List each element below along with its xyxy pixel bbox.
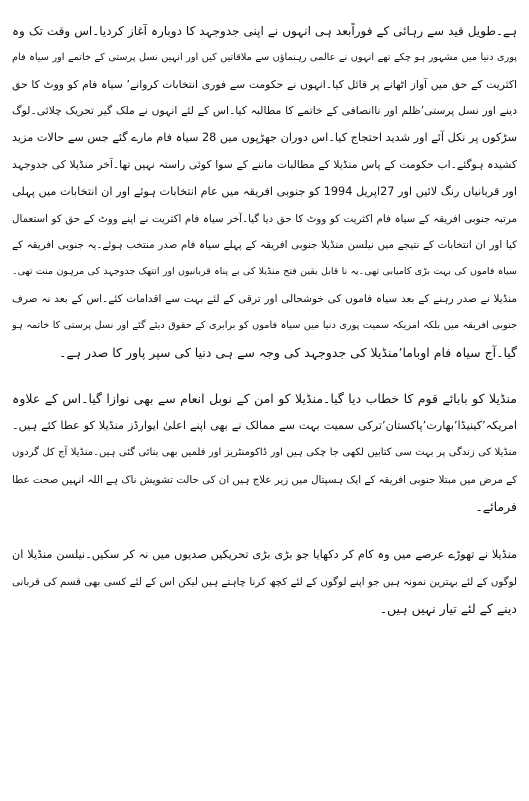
text-line: گیا۔آج سیاہ فام اوباما٬منڈیلا کی جدوجہد کی وجہ سے ہی دنیا کی سپر پاور کا صدر ہے۔ [59, 344, 517, 360]
paragraph-conclusion [12, 542, 517, 622]
text-line: مرتبہ جنوبی افریقہ کے سیاہ فام اکثریت کو ووٹ کا حق دیا گیا۔آخر سیاہ فام اکثریت نے اپنے ووٹ کے حق کو استعمال [12, 212, 517, 225]
text-line: سڑکوں پر نکل آئے اور شدید احتجاج کیا۔اس دوران جھڑپوں میں 28 سیاہ فام مارے گئے جس سے حالات مزید [12, 131, 517, 145]
text-line: منڈیلا کو بابائے قوم کا خطاب دیا گیا۔منڈیلا کو امن کے نوبل انعام سے بھی نوازا گیا۔اس کے علاوہ [12, 391, 517, 407]
text-line: لوگوں کے لئے بہترین نمونہ ہیں جو اپنے لوگوں کے لئے کچھ کرنا چاہتے ہیں لیکن اس کے لئے کسی بھی قسم کی قربانی [12, 576, 517, 589]
text-line: پوری دنیا میں مشہور ہو چکے تھے انہوں نے عالمی رہنماؤں سے ملاقاتیں کیں اور انہیں نسل پرستی کے خاتمے اور سیاہ فام [12, 51, 517, 63]
text-line: اکثریت کے حق میں آواز اٹھانے پر قائل کیا۔انہوں نے حکومت سے فوری انتخابات کروانے٬ سیاہ فام کو ووٹ کا حق [12, 77, 517, 91]
text-line: اور قربانیاں رنگ لائیں اور 27اپریل 1994 کو جنوبی افریقہ میں عام انتخابات ہوئے اور ان انتخابات میں پہلی [12, 184, 517, 198]
text-line: کشیدہ ہوگئے۔اب حکومت کے پاس منڈیلا کے مطالبات ماننے کے سوا کوئی راستہ نہیں تھا۔آخر منڈیلا کی جدوجہد [12, 157, 517, 171]
text-line: منڈیلا کی زندگی پر بہت سی کتابیں لکھی جا چکی ہیں اور ڈاکومنٹریز اور فلمیں بھی بنائی گئی ہیں۔منڈیلا آج کل گردوں [12, 446, 517, 458]
text-line: منڈیلا نے تھوڑے عرصے میں وہ کام کر دکھایا جو بڑی بڑی تحریکیں صدیوں میں نہ کر سکیں۔نیلسن منڈیلا ان [12, 548, 517, 562]
text-line: فرمائے۔ [475, 498, 517, 514]
text-line: دینے کے لئے تیار نہیں ہیں۔ [379, 600, 517, 616]
text-line: جنوبی افریقہ میں بلکہ امریکہ سمیت پوری دنیا میں سیاہ فاموں کو برابری کے حقوق دیئے گئے اور نسل پرستی کا خاتمہ ہو [12, 319, 517, 331]
text-line: منڈیلا نے صدر رہنے کے بعد سیاہ فاموں کی خوشحالی اور ترقی کے لئے بہت سے اقدامات کئے۔اس کے بعد نہ صرف [12, 292, 517, 305]
paragraph-struggle-and-election [12, 18, 517, 366]
text-line: دینے اور نسل پرستی٬ظلم اور ناانصافی کے خاتمے کا مطالبہ کیا۔اس کے لئے انہوں نے ملک گیر تحریک چلائی۔لوگ [12, 104, 517, 118]
text-line: کے مرض میں مبتلا جنوبی افریقہ کے ایک ہسپتال میں زیر علاج ہیں ان کی حالت تشویش ناک ہے اللہ انہیں صحت عطا [12, 473, 517, 486]
paragraph-honors-and-health [12, 386, 517, 520]
text-line: سیاہ فاموں کی بہت بڑی کامیابی تھی۔یہ نا قابل یقین فتح منڈیلا کی بے پناہ قربانیوں اور انتھک جدوجہد کی مرہون منت تھی۔ [12, 266, 517, 278]
text-line: کیا اور ان انتخابات کے نتیجے میں نیلسن منڈیلا جنوبی افریقہ کے پہلے سیاہ فام صدر منتخب ہوئے۔یہ جنوبی افریقہ کے [12, 239, 517, 252]
text-line: ہے۔طویل قید سے رہائی کے فوراًبعد ہی انہوں نے اپنی جدوجہد کا دوبارہ آغاز کردیا۔اس وقت تک وہ [12, 24, 517, 38]
text-line: امریکہ٬کینیڈا٬بھارت٬پاکستان٬ترکی سمیت بہت سے ممالک نے بھی اپنے اعلیٰ ایوارڈز منڈیلا کو عطا کئے ہیں۔ [12, 419, 517, 433]
